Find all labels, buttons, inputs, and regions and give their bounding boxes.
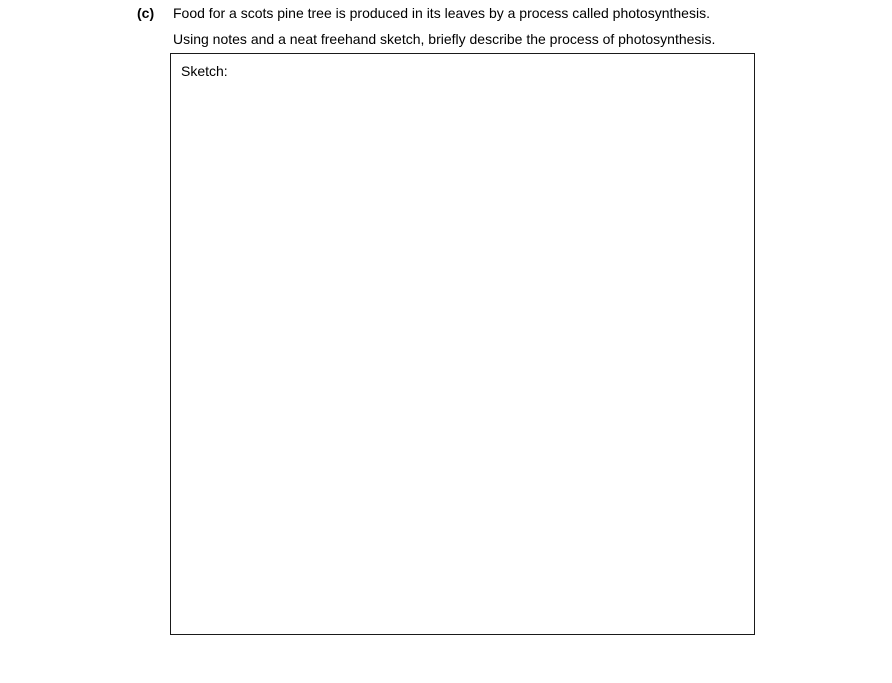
question-text-line-1: Food for a scots pine tree is produced in its leaves by a process called photosynthesis. [173,5,710,21]
question-text-line-2: Using notes and a neat freehand sketch, briefly describe the process of photosynthesis. [173,31,716,47]
question-label: (c) [137,5,155,21]
sketch-answer-box[interactable] [170,53,755,635]
sketch-label: Sketch: [181,63,228,79]
